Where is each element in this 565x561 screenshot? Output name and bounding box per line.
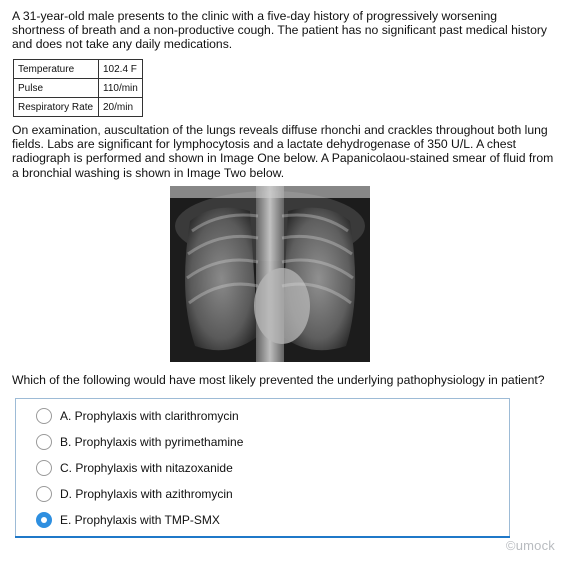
question-stem: A 31-year-old male presents to the clinic with a five-day history of progressively worsening shortness of breath and a non-productive cough. The patient has no significant past medical history and does not take any daily medications.: [12, 9, 547, 52]
choice-a[interactable]: [36, 406, 239, 426]
vitals-label: Pulse: [14, 79, 99, 98]
vitals-value: 102.4 F: [99, 60, 143, 79]
chest-xray-graphic: [170, 186, 370, 362]
vitals-value: 110/min: [99, 79, 143, 98]
radio-button-icon[interactable]: [36, 460, 52, 476]
vitals-value: 20/min: [99, 98, 143, 117]
exam-findings: On examination, auscultation of the lungs reveals diffuse rhonchi and crackles throughout both lung fields. Labs are significant for lymphocytosis and a lactate dehydrogenase of 350 U/L. A chest radiograph is performed and shown in Image One below. A Papanicolaou-stained smear of fluid from a bronchial washing is shown in Image Two below.: [12, 123, 554, 180]
chest-xray-image: [170, 186, 370, 362]
vitals-row: [14, 60, 143, 79]
vitals-row: [14, 98, 143, 117]
radio-button-selected-icon[interactable]: [36, 512, 52, 528]
choice-label: B. Prophylaxis with pyrimethamine: [60, 435, 244, 449]
choice-c[interactable]: [36, 458, 233, 478]
choice-label: A. Prophylaxis with clarithromycin: [60, 409, 239, 423]
choices-bottom-bar: [15, 536, 510, 538]
radio-button-icon[interactable]: [36, 434, 52, 450]
radio-button-icon[interactable]: [36, 408, 52, 424]
choice-label: C. Prophylaxis with nitazoxanide: [60, 461, 233, 475]
choice-label: D. Prophylaxis with azithromycin: [60, 487, 233, 501]
answer-choices: [15, 398, 510, 538]
vitals-label: Respiratory Rate: [14, 98, 99, 117]
radio-dot-icon: [41, 517, 47, 523]
choice-label: E. Prophylaxis with TMP-SMX: [60, 513, 220, 527]
question-prompt: Which of the following would have most likely prevented the underlying pathophysiology in patient?: [12, 373, 545, 387]
radio-button-icon[interactable]: [36, 486, 52, 502]
choice-e[interactable]: [36, 510, 220, 530]
vitals-label: Temperature: [14, 60, 99, 79]
vitals-table: [13, 59, 143, 117]
choice-d[interactable]: [36, 484, 233, 504]
vitals-row: [14, 79, 143, 98]
brand-watermark: ©umock: [505, 538, 555, 553]
choice-b[interactable]: [36, 432, 243, 452]
